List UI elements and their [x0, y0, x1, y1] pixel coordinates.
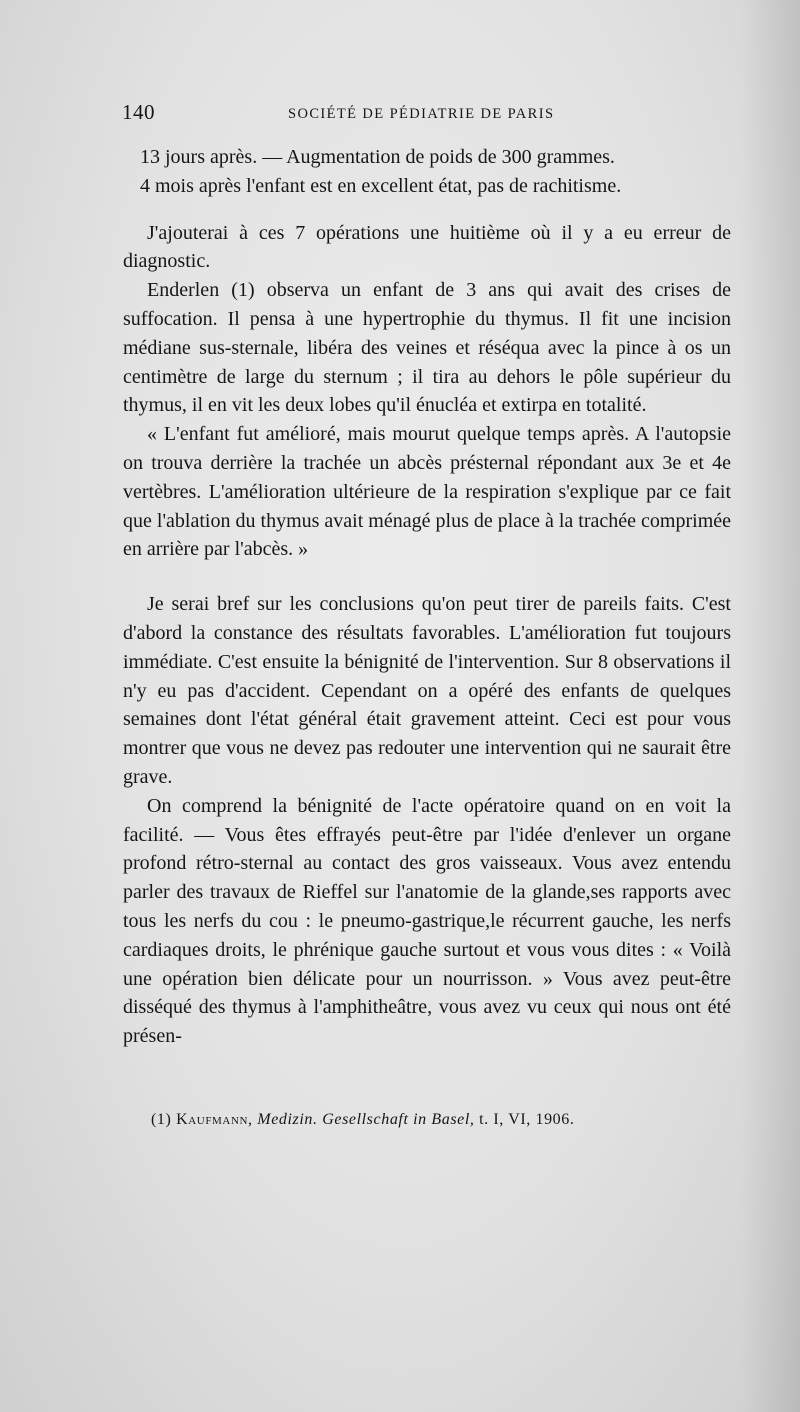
footnote-number: (1) [151, 1111, 172, 1128]
page-edge-shadow [740, 0, 800, 1412]
page-number: 140 [122, 100, 155, 124]
paragraph-conclusions: Je serai bref sur les conclusions qu'on peut tirer de pareils faits. C'est d'abord la constance des résultats favorables. L'amélioration fut toujours immédiate. C'est ensuite la bénignité de l'intervention. Sur 8 observations il n'y eu pas d'accident. Cependant on a opéré des enfants de quelques semaines dont l'état général était gravement atteint. Ceci est pour vous montrer que vous ne devez pas redouter une intervention qui ne saurait être grave. [123, 593, 731, 788]
paragraph-four-months: 4 mois après l'enfant est en excellent état, pas de rachitisme. [140, 174, 622, 197]
paragraph-weight-gain: 13 jours après. — Augmentation de poids de 300 grammes. [140, 146, 615, 168]
page-header [118, 100, 588, 130]
running-title: SOCIÉTÉ DE PÉDIATRIE DE PARIS [288, 106, 555, 122]
body-text [123, 143, 731, 1051]
footnote [151, 1111, 574, 1129]
footnote-author: Kaufmann, [176, 1111, 253, 1128]
paragraph-enderlen-case: Enderlen (1) observa un enfant de 3 ans qui avait des crises de suffocation. Il pensa à une hypertrophie du thymus. Il fit une incision médiane sus-sternale, libéra des veines et réséqua avec la pince à os un centimètre de large du sternum ; il tira au dehors le pôle supérieur du thymus, il en vit les deux lobes qu'il énucléa et extirpa en totalité. [123, 279, 731, 417]
paragraph-eighth-operation: J'ajouterai à ces 7 opérations une huitième où il y a eu erreur de diagnostic. [123, 221, 731, 273]
footnote-journal: Medizin. Gesellschaft in Basel, [257, 1111, 475, 1128]
paragraph-autopsy-quote: « L'enfant fut amélioré, mais mourut quelque temps après. A l'autopsie on trouva derrière la trachée un abcès présternal répondant aux 3e et 4e vertèbres. L'amélioration ultérieure de la respiration s'explique par ce fait que l'ablation du thymus avait ménagé plus de place à la trachée comprimée en arrière par l'abcès. » [123, 423, 731, 561]
footnote-reference: t. I, VI, 1906. [479, 1111, 575, 1128]
paragraph-operative-ease: On comprend la bénignité de l'acte opératoire quand on en voit la facilité. — Vous êtes effrayés peut-être par l'idée d'enlever un organe profond rétro-sternal au contact des gros vaisseaux. Vous avez entendu parler des travaux de Rieffel sur l'anatomie de la glande,ses rapports avec tous les nerfs du cou : le pneumo-gastrique,le récurrent gauche, les nerfs cardiaques droits, le phrénique gauche surtout et vous vous dites : « Voilà une opération bien délicate pour un nourrisson. » Vous avez peut-être disséqué des thymus à l'amphitheâtre, vous avez vu ceux qui nous ont été présen- [123, 794, 731, 1048]
